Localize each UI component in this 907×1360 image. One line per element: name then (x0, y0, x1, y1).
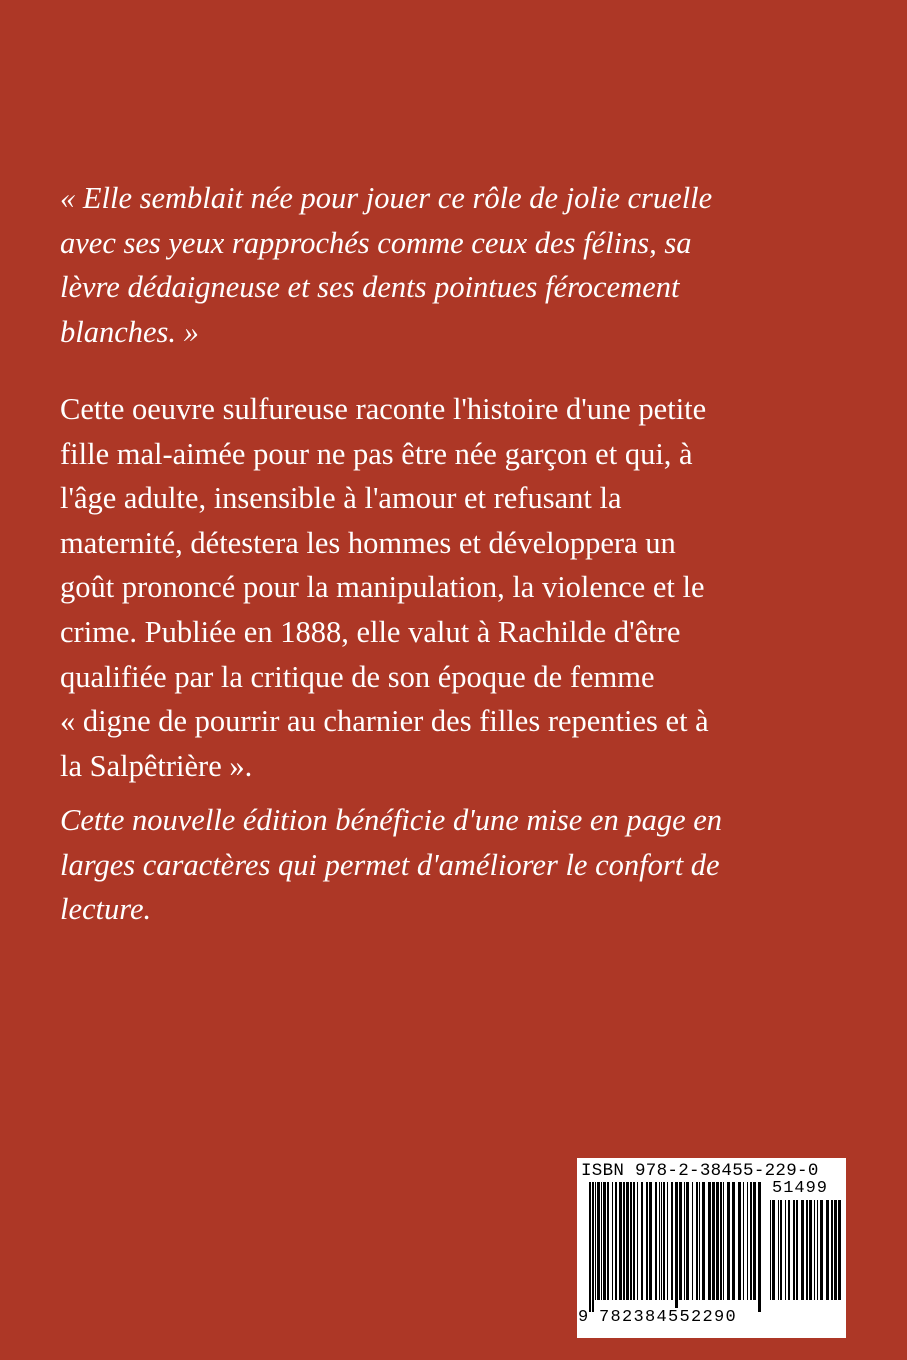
barcode-bar (663, 1182, 665, 1300)
price-addon-bars (770, 1200, 842, 1312)
barcode-bar (758, 1182, 761, 1312)
barcode-bar (806, 1200, 808, 1300)
barcode-bar (649, 1182, 652, 1300)
barcode-bar (684, 1182, 685, 1300)
barcode-bar (633, 1182, 635, 1300)
barcode-bar (712, 1182, 715, 1300)
barcode-bar (831, 1200, 833, 1300)
summary-line: la Salpêtrière ». (60, 748, 253, 783)
edition-note-line: larges caractères qui permet d'améliorer le confort de (60, 847, 720, 882)
barcode-bar (595, 1182, 596, 1300)
barcode-bar (716, 1182, 719, 1300)
barcode-bar (778, 1200, 779, 1300)
summary-line: l'âge adulte, insensible à l'amour et refusant la (60, 481, 622, 516)
barcode-bar (637, 1182, 638, 1300)
barcode-bar (603, 1182, 606, 1300)
barcode-bar (788, 1200, 790, 1300)
barcode-bar (809, 1200, 812, 1300)
summary-line: « digne de pourrir au charnier des filles repenties et à (60, 704, 709, 739)
barcode-bar (655, 1182, 657, 1300)
edition-note-line: lecture. (60, 892, 152, 927)
barcode-bar (646, 1182, 648, 1300)
quote-paragraph (60, 176, 810, 354)
barcode-bar (671, 1182, 673, 1300)
barcode-bar (727, 1182, 730, 1300)
barcode-bar (801, 1200, 804, 1300)
barcode-bar (675, 1182, 678, 1312)
barcode-bar (747, 1182, 748, 1300)
barcode-bar (750, 1182, 752, 1300)
barcode-bar (667, 1182, 668, 1300)
ean13-bars (589, 1182, 761, 1312)
barcode-bar (732, 1182, 735, 1300)
barcode-bar (826, 1200, 829, 1300)
barcode-bar (641, 1182, 643, 1300)
barcode-bar (612, 1182, 613, 1300)
barcode-bar (601, 1182, 602, 1300)
ean-first-digit: 9 (578, 1308, 589, 1327)
barcode-bar (796, 1200, 798, 1300)
summary-line: Cette oeuvre sulfureuse raconte l'histoire d'une petite (60, 392, 707, 426)
barcode-bar (626, 1182, 629, 1300)
barcode-bar (743, 1182, 744, 1300)
summary-line: maternité, détestera les hommes et développera un (60, 525, 676, 560)
isbn-label: ISBN 978-2-38455-229-0 (581, 1161, 819, 1181)
barcode-bar (607, 1182, 609, 1300)
barcode-bar (723, 1182, 724, 1300)
barcode-bar (753, 1182, 756, 1300)
barcode-bar (720, 1182, 722, 1300)
barcode-bar (793, 1200, 795, 1300)
barcode-bar (738, 1182, 741, 1300)
isbn-barcode (577, 1158, 846, 1338)
edition-note-paragraph (60, 798, 810, 932)
barcode-bar (597, 1182, 600, 1300)
barcode-bar (661, 1182, 662, 1300)
ean-digits: 782384552290 (599, 1308, 738, 1327)
barcode-bar (817, 1200, 818, 1300)
barcode-bar (592, 1182, 594, 1312)
barcode-bar (838, 1200, 841, 1300)
barcode-bar (772, 1200, 775, 1300)
barcode-bar (834, 1200, 837, 1300)
barcode-bar (770, 1200, 771, 1300)
edition-note-line: Cette nouvelle édition bénéficie d'une mise en page en (60, 803, 723, 837)
summary-paragraph (60, 387, 810, 788)
barcode-bar (615, 1182, 617, 1300)
barcode-bar (785, 1200, 786, 1300)
barcode-bar (814, 1200, 815, 1300)
quote-line: « Elle semblait née pour jouer ce rôle de jolie cruelle (60, 181, 713, 215)
barcode-bar (780, 1200, 782, 1300)
quote-line: blanches. » (60, 314, 199, 349)
barcode-bar (686, 1182, 689, 1300)
barcode-bar (659, 1182, 660, 1300)
barcode-bar (702, 1182, 705, 1300)
barcode-bar (692, 1182, 693, 1300)
barcode-bar (699, 1182, 700, 1300)
summary-line: crime. Publiée en 1888, elle valut à Rachilde d'être (60, 614, 681, 649)
quote-line: avec ses yeux rapprochés comme ceux des félins, sa (60, 225, 692, 260)
barcode-bar (679, 1182, 682, 1300)
barcode-bar (820, 1200, 823, 1300)
barcode-bar (619, 1182, 622, 1300)
price-code: 51499 (772, 1179, 829, 1198)
quote-line: lèvre dédaigneuse et ses dents pointues férocement (60, 270, 680, 305)
summary-line: goût prononcé pour la manipulation, la violence et le (60, 570, 705, 605)
barcode-bar (696, 1182, 698, 1300)
barcode-bar (630, 1182, 632, 1300)
barcode-bar (589, 1182, 591, 1312)
summary-line: fille mal-aimée pour ne pas être née garçon et qui, à (60, 436, 693, 471)
barcode-bar (623, 1182, 625, 1300)
barcode-bar (708, 1182, 711, 1300)
summary-line: qualifiée par la critique de son époque de femme (60, 659, 655, 694)
